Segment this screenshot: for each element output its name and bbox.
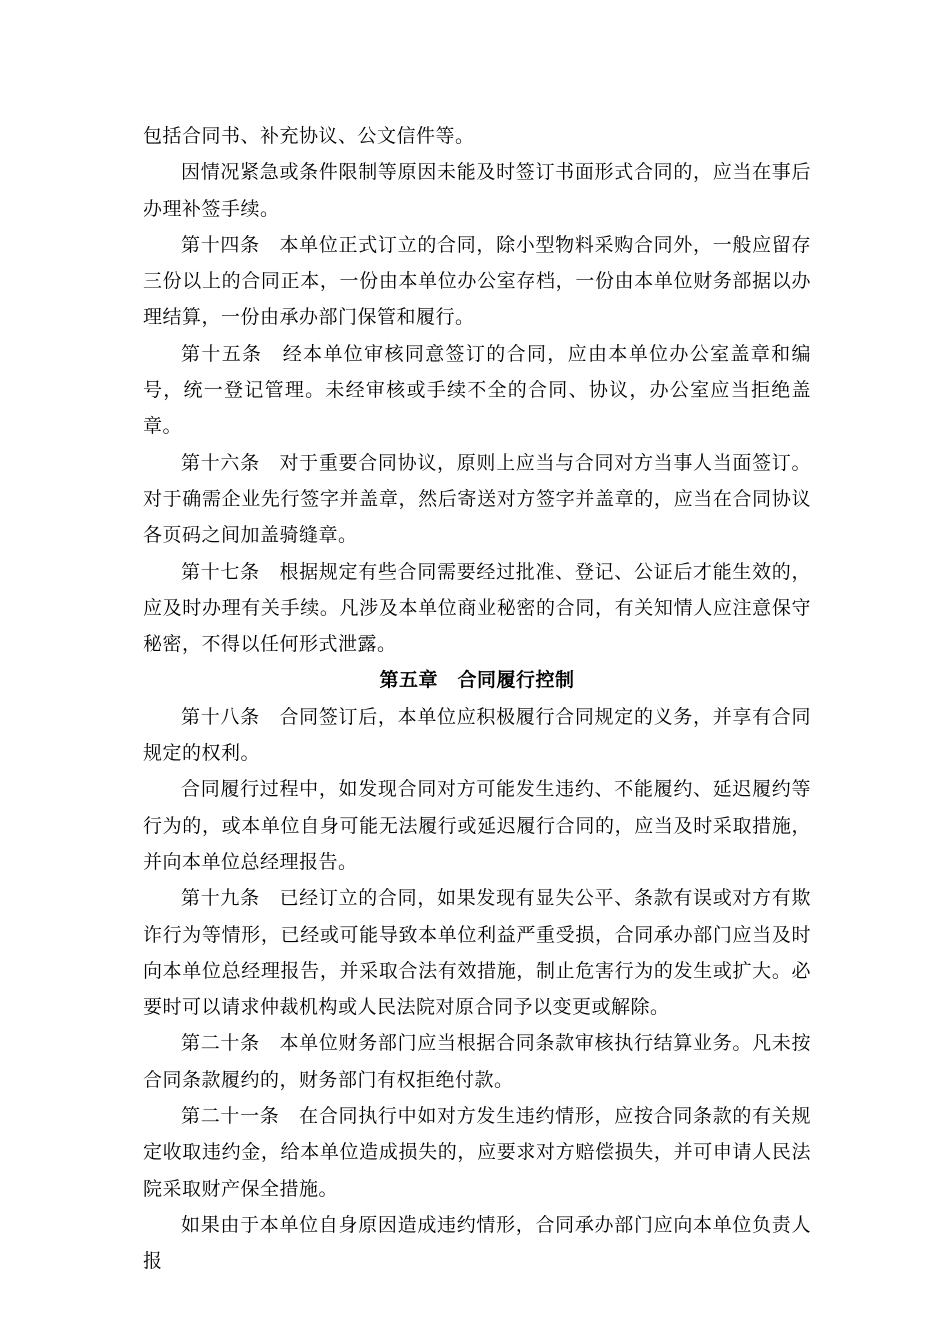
- paragraph-urgent-supplement: 因情况紧急或条件限制等原因未能及时签订书面形式合同的，应当在事后办理补签手续。: [143, 161, 811, 220]
- paragraph-own-breach: 如果由于本单位自身原因造成违约情形，合同承办部门应向本单位负责人报: [143, 1213, 811, 1273]
- document-body: [143, 118, 811, 1280]
- article-15: 第十五条 经本单位审核同意签订的合同，应由本单位办公室盖章和编号，统一登记管理。未经审核或手续不全的合同、协议，办公室应当拒绝盖章。: [143, 342, 811, 438]
- article-20: 第二十条 本单位财务部门应当根据合同条款审核执行结算业务。凡未按合同条款履约的，财务部门有权拒绝付款。: [143, 1032, 811, 1091]
- paragraph-performance-report: 合同履行过程中，如发现合同对方可能发生违约、不能履约、延迟履约等行为的，或本单位自身可能无法履行或延迟履行合同的，应当及时采取措施，并向本单位总经理报告。: [143, 778, 811, 873]
- paragraph-continuation: 包括合同书、补充协议、公文信件等。: [143, 125, 475, 147]
- article-19: 第十九条 已经订立的合同，如果发现有显失公平、条款有误或对方有欺诈行为等情形，已经或可能导致本单位利益严重受损，合同承办部门应当及时向本单位总经理报告，并采取合法有效措施，制止危害行为的发生或扩大。必要时可以请求仲裁机构或人民法院对原合同予以变更或解除。: [143, 887, 811, 1019]
- article-21: 第二十一条 在合同执行中如对方发生违约情形，应按合同条款的有关规定收取违约金，给本单位造成损失的，应要求对方赔偿损失，并可申请人民法院采取财产保全措施。: [143, 1105, 811, 1200]
- article-17: 第十七条 根据规定有些合同需要经过批准、登记、公证后才能生效的，应及时办理有关手续。凡涉及本单位商业秘密的合同，有关知情人应注意保守秘密，不得以任何形式泄露。: [143, 560, 811, 656]
- article-18: 第十八条 合同签订后，本单位应积极履行合同规定的义务，并享有合同规定的权利。: [143, 705, 811, 765]
- article-16: 第十六条 对于重要合同协议，原则上应当与合同对方当事人当面签订。对于确需企业先行签字并盖章，然后寄送对方签字并盖章的，应当在合同协议各页码之间加盖骑缝章。: [143, 451, 811, 547]
- chapter-heading: 第五章 合同履行控制: [379, 669, 575, 692]
- article-14: 第十四条 本单位正式订立的合同，除小型物料采购合同外，一般应留存三份以上的合同正本，一份由本单位办公室存档，一份由本单位财务部据以办理结算，一份由承办部门保管和履行。: [143, 233, 811, 329]
